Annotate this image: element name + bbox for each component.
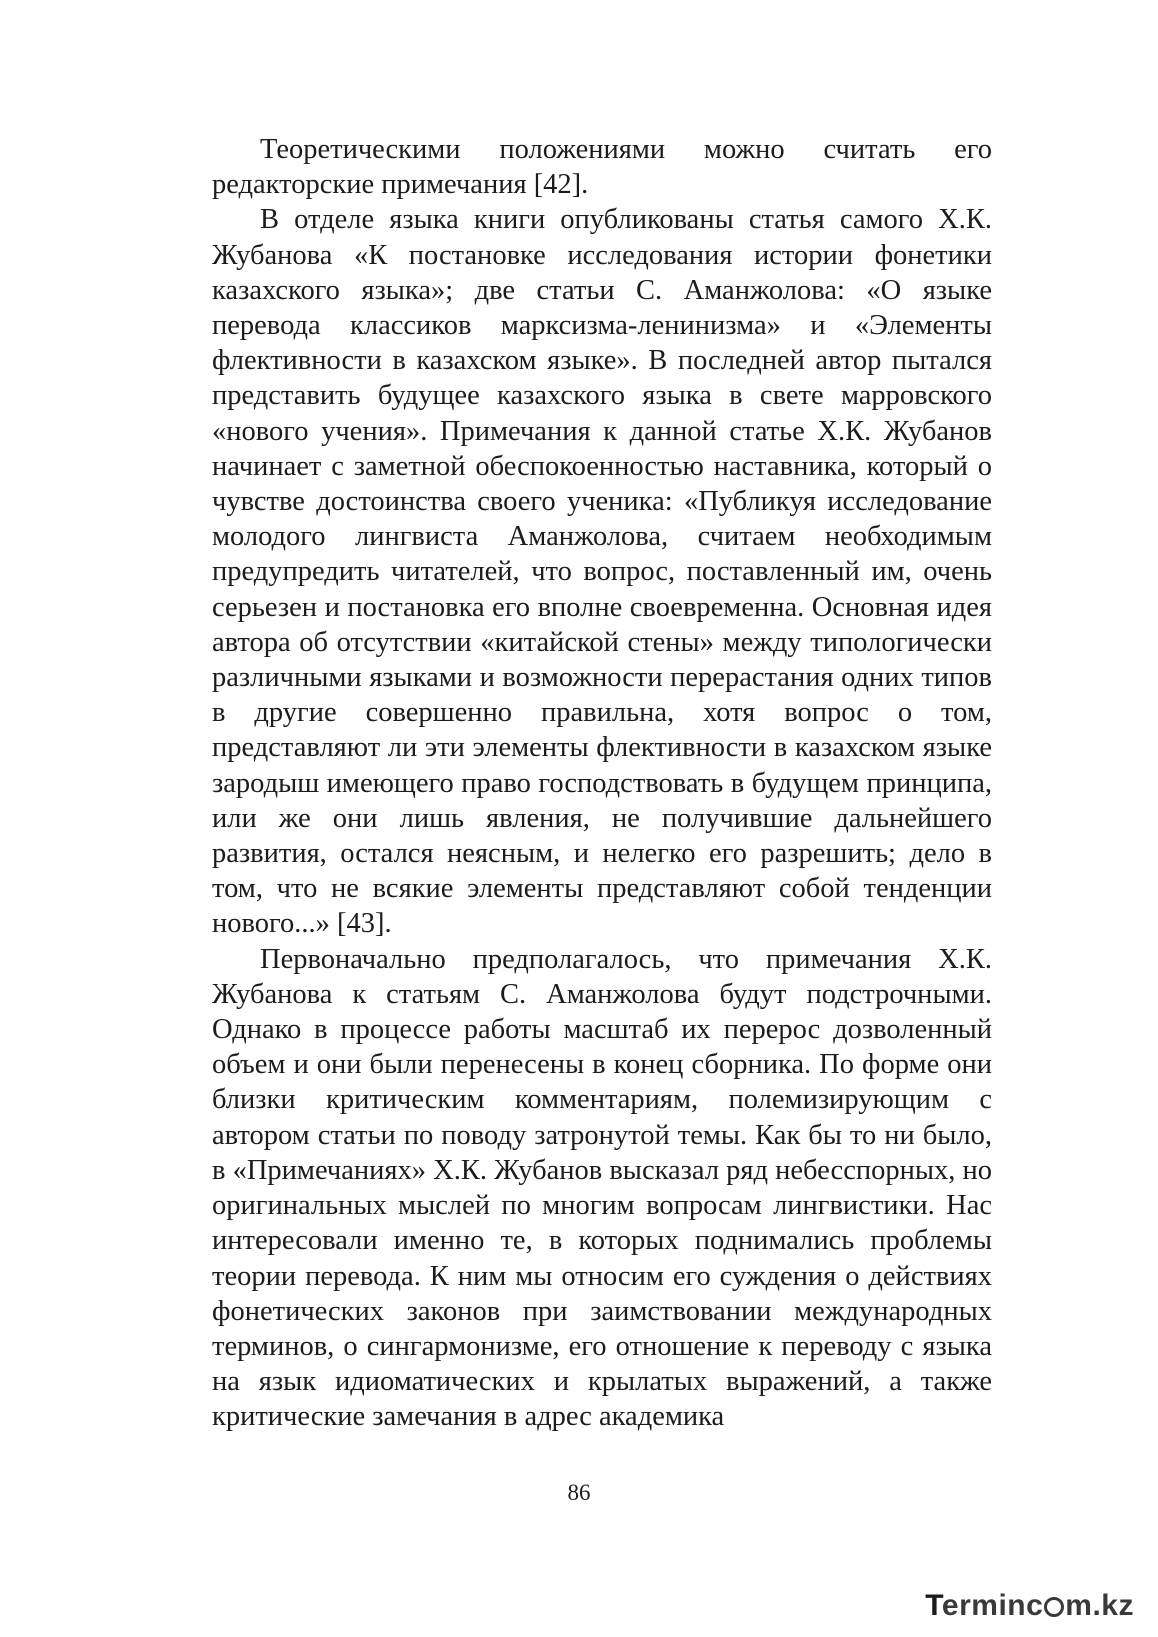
watermark-letter-t: T [925, 1589, 942, 1622]
watermark-text-a: erminc [941, 1589, 1044, 1622]
paragraph-3: Первоначально предполагалось, что примечания Х.К. Жубанова к статьям С. Аманжолова будут подстрочными. Однако в процессе работы масштаб их перерос дозволенный объем и они были перенесены в конец сборника. По форме они близки критическим комментариям, полемизирующим с автором статьи по поводу затронутой темы. Как бы то ни было, в «Примечаниях» Х.К. Жубанов высказал ряд небесспорных, но оригинальных мыслей по многим вопросам лингвистики. Нас интересовали именно те, в которых поднимались проблемы теории перевода. К ним мы относим его суждения о действиях фонетических законов при заимствовании международных терминов, о сингармонизме, его отношение к переводу с языка на язык идиоматических и крылатых выражений, а также критические замечания в адрес академика [212, 943, 992, 1433]
paragraph-2: В отделе языка книги опубликованы статья самого Х.К. Жубанова «К постановке исследования истории фонетики казахского языка»; две статьи С. Аманжолова: «О языке перевода классиков марксизма-ленинизма» и «Элементы флективности в казахском языке». В последней автор пытался представить будущее казахского языка в свете марровского «нового учения». Примечания к данной статье Х.К. Жубанов начинает с заметной обеспокоенностью наставника, который о чувстве достоинства своего ученика: «Публикуя исследование молодого лингвиста Аманжолова, считаем необходимым предупредить читателей, что вопрос, поставленный им, очень серьезен и постановка его вполне своевременна. Основная идея автора об отсутствии «китайской стены» между типологически различными языками и возможности перерастания одних типов в другие совершенно правильна, хотя вопрос о том, представляют ли эти элементы флективности в казахском языке зародыш имеющего право господствовать в будущем принципа, или же они лишь явления, не получившие дальнейшего развития, остался неясным, и нелегко его разрешить; дело в том, что не всякие элементы представляют собой тенденции нового...» [43]. [212, 204, 992, 940]
page-number: 86 [567, 1480, 591, 1505]
body-text [212, 132, 992, 1435]
magnifier-icon [1044, 1597, 1064, 1617]
watermark-logo [925, 1589, 1134, 1623]
paragraph-1: Теоретическими положениями можно считать его редакторские примечания [42]. [212, 134, 992, 201]
watermark-text-b: m.kz [1065, 1589, 1134, 1622]
